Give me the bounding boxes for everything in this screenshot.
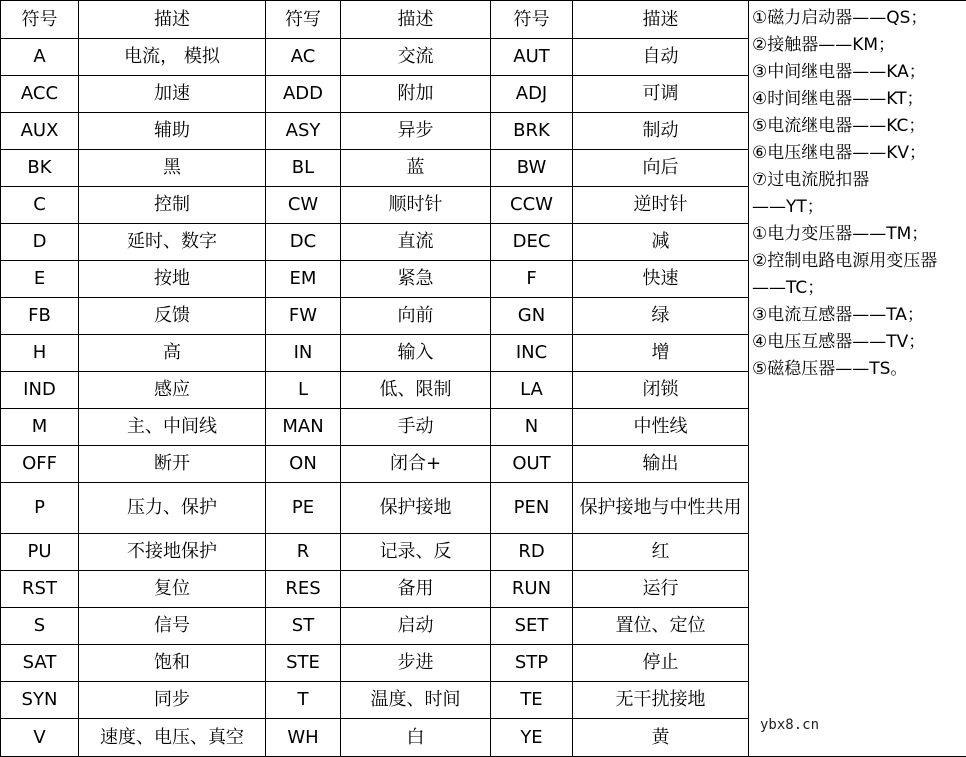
description-cell: 置位、定位: [573, 608, 749, 645]
description-cell: 备用: [341, 571, 491, 608]
note-line: ——YT；: [752, 194, 964, 221]
description-cell: 向后: [573, 150, 749, 187]
header-row: [1, 1, 966, 39]
description-cell: 白: [341, 719, 491, 757]
symbol-cell: SAT: [1, 645, 79, 682]
symbol-cell: PE: [266, 483, 341, 534]
description-cell: 辅助: [79, 113, 266, 150]
symbol-cell: LA: [491, 372, 573, 409]
symbol-cell: AUX: [1, 113, 79, 150]
description-cell: 绿: [573, 298, 749, 335]
description-cell: 无干扰接地: [573, 682, 749, 719]
symbol-cell: N: [491, 409, 573, 446]
description-cell: 逆时针: [573, 187, 749, 224]
symbol-cell: RST: [1, 571, 79, 608]
note-line: ④电压互感器——TV；: [752, 329, 964, 356]
symbol-cell: WH: [266, 719, 341, 757]
description-cell: 延时、数字: [79, 224, 266, 261]
symbol-cell: L: [266, 372, 341, 409]
description-cell: 闭锁: [573, 372, 749, 409]
description-cell: 快速: [573, 261, 749, 298]
symbol-cell: D: [1, 224, 79, 261]
description-cell: 温度、时间: [341, 682, 491, 719]
description-cell: 感应: [79, 372, 266, 409]
description-cell: 不接地保护: [79, 534, 266, 571]
description-cell: 交流: [341, 39, 491, 76]
symbol-cell: MAN: [266, 409, 341, 446]
symbol-cell: ADD: [266, 76, 341, 113]
description-cell: 高: [79, 335, 266, 372]
description-cell: 信号: [79, 608, 266, 645]
description-cell: 复位: [79, 571, 266, 608]
symbol-cell: RES: [266, 571, 341, 608]
column-header: 描述: [341, 1, 491, 39]
symbol-cell: AC: [266, 39, 341, 76]
note-line: ⑦过电流脱扣器: [752, 167, 964, 194]
description-cell: 增: [573, 335, 749, 372]
description-cell: 步进: [341, 645, 491, 682]
symbol-cell: STE: [266, 645, 341, 682]
description-cell: 饱和: [79, 645, 266, 682]
description-cell: 压力、保护: [79, 483, 266, 534]
description-cell: 同步: [79, 682, 266, 719]
description-cell: 黄: [573, 719, 749, 757]
symbol-cell: ST: [266, 608, 341, 645]
symbol-cell: T: [266, 682, 341, 719]
symbol-cell: R: [266, 534, 341, 571]
notes-cell: [749, 1, 966, 757]
symbol-cell: ON: [266, 446, 341, 483]
note-line: ③中间继电器——KA；: [752, 59, 964, 86]
note-line: ④时间继电器——KT；: [752, 86, 964, 113]
description-cell: 红: [573, 534, 749, 571]
description-cell: 自动: [573, 39, 749, 76]
symbol-cell: IND: [1, 372, 79, 409]
symbol-cell: FW: [266, 298, 341, 335]
description-cell: 向前: [341, 298, 491, 335]
description-cell: 制动: [573, 113, 749, 150]
note-line: ①磁力启动器——QS；: [752, 5, 964, 32]
symbol-cell: RD: [491, 534, 573, 571]
column-header: 描述: [79, 1, 266, 39]
symbol-cell: BK: [1, 150, 79, 187]
description-cell: 断开: [79, 446, 266, 483]
note-line: ②控制电路电源用变压器: [752, 248, 964, 275]
symbol-cell: INC: [491, 335, 573, 372]
symbol-cell: ADJ: [491, 76, 573, 113]
description-cell: 启动: [341, 608, 491, 645]
description-cell: 记录、反: [341, 534, 491, 571]
symbol-cell: GN: [491, 298, 573, 335]
description-cell: 顺时针: [341, 187, 491, 224]
symbol-cell: RUN: [491, 571, 573, 608]
symbol-cell: C: [1, 187, 79, 224]
symbol-cell: SYN: [1, 682, 79, 719]
symbol-cell: M: [1, 409, 79, 446]
description-cell: 紧急: [341, 261, 491, 298]
column-header: 描迷: [573, 1, 749, 39]
description-cell: 电流， 模拟: [79, 39, 266, 76]
symbol-cell: H: [1, 335, 79, 372]
watermark: ybx8.cn: [760, 717, 819, 733]
symbol-cell: E: [1, 261, 79, 298]
symbol-cell: ACC: [1, 76, 79, 113]
symbol-cell: ASY: [266, 113, 341, 150]
description-cell: 中性线: [573, 409, 749, 446]
description-cell: 黑: [79, 150, 266, 187]
description-cell: 手动: [341, 409, 491, 446]
note-line: ①电力变压器——TM；: [752, 221, 964, 248]
symbol-cell: FB: [1, 298, 79, 335]
note-line: ——TC；: [752, 275, 964, 302]
note-line: ⑥电压继电器——KV；: [752, 140, 964, 167]
symbol-cell: EM: [266, 261, 341, 298]
symbol-cell: A: [1, 39, 79, 76]
description-cell: 反馈: [79, 298, 266, 335]
symbol-cell: SET: [491, 608, 573, 645]
symbol-cell: CW: [266, 187, 341, 224]
description-cell: 可调: [573, 76, 749, 113]
description-cell: 输出: [573, 446, 749, 483]
note-line: ⑤磁稳压器——TS。: [752, 356, 964, 383]
symbol-cell: F: [491, 261, 573, 298]
symbol-cell: BL: [266, 150, 341, 187]
description-cell: 速度、电压、真空: [79, 719, 266, 757]
symbol-cell: STP: [491, 645, 573, 682]
symbol-cell: PU: [1, 534, 79, 571]
description-cell: 输入: [341, 335, 491, 372]
symbol-cell: TE: [491, 682, 573, 719]
description-cell: 减: [573, 224, 749, 261]
symbol-cell: BW: [491, 150, 573, 187]
description-cell: 附加: [341, 76, 491, 113]
note-line: ②接触器——KM；: [752, 32, 964, 59]
description-cell: 保护接地: [341, 483, 491, 534]
description-cell: 停止: [573, 645, 749, 682]
description-cell: 异步: [341, 113, 491, 150]
note-line: ③电流互感器——TA；: [752, 302, 964, 329]
description-cell: 蓝: [341, 150, 491, 187]
description-cell: 低、限制: [341, 372, 491, 409]
description-cell: 按地: [79, 261, 266, 298]
symbol-cell: OFF: [1, 446, 79, 483]
symbol-cell: OUT: [491, 446, 573, 483]
symbol-cell: YE: [491, 719, 573, 757]
column-header: 符号: [1, 1, 79, 39]
description-cell: 控制: [79, 187, 266, 224]
note-line: ⑤电流继电器——KC；: [752, 113, 964, 140]
description-cell: 保护接地与中性共用: [573, 483, 749, 534]
symbol-cell: BRK: [491, 113, 573, 150]
symbol-cell: IN: [266, 335, 341, 372]
column-header: 符号: [491, 1, 573, 39]
column-header: 符写: [266, 1, 341, 39]
symbol-cell: S: [1, 608, 79, 645]
description-cell: 运行: [573, 571, 749, 608]
description-cell: 主、中间线: [79, 409, 266, 446]
symbol-cell: DC: [266, 224, 341, 261]
description-cell: 闭合+: [341, 446, 491, 483]
symbol-cell: P: [1, 483, 79, 534]
symbol-cell: PEN: [491, 483, 573, 534]
symbol-cell: AUT: [491, 39, 573, 76]
description-cell: 直流: [341, 224, 491, 261]
symbol-cell: CCW: [491, 187, 573, 224]
symbol-cell: DEC: [491, 224, 573, 261]
description-cell: 加速: [79, 76, 266, 113]
symbol-cell: V: [1, 719, 79, 757]
